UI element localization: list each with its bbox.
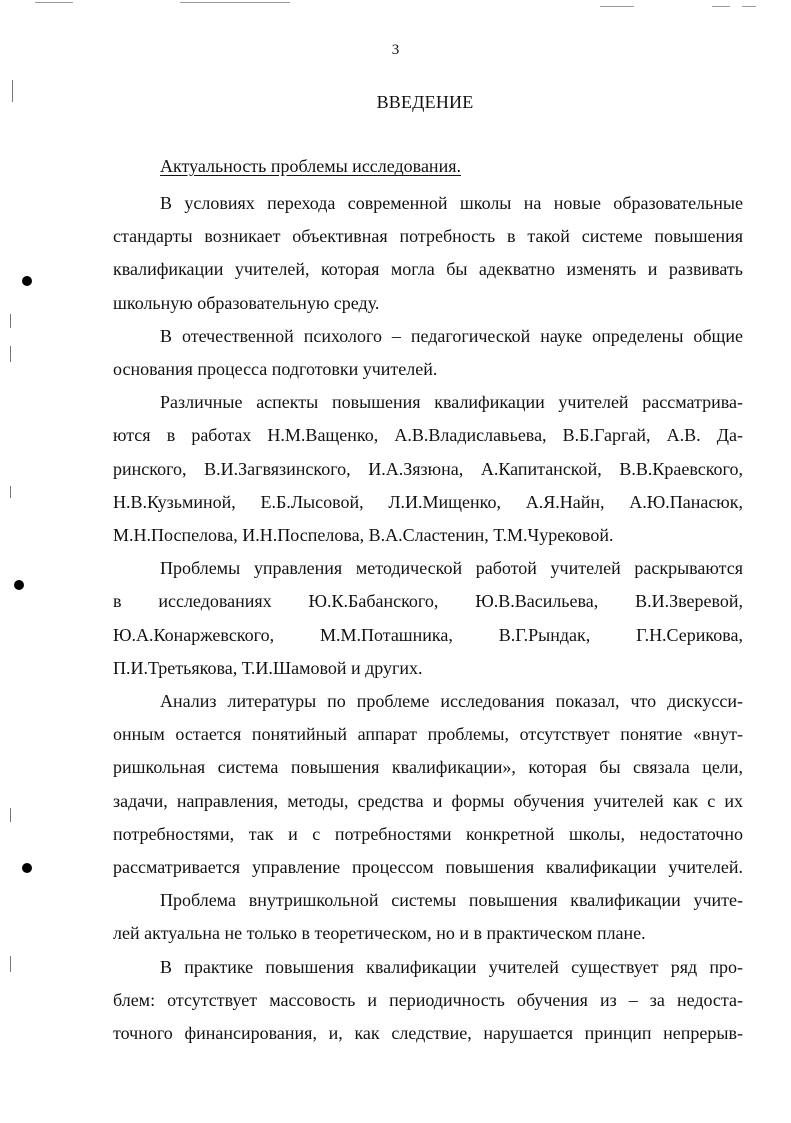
paragraph <box>113 386 743 552</box>
scan-edge-mark <box>10 346 11 362</box>
page-number: 3 <box>391 42 400 58</box>
paragraph <box>113 552 743 685</box>
text-line: рассматривается управление процессом повышения квалификации учителей. <box>113 857 743 878</box>
text-line: точного финансирования, и, как следствие, нарушается принцип непрерыв- <box>113 1023 743 1044</box>
page-title: ВВЕДЕНИЕ <box>376 92 474 112</box>
text-line: онным остается понятийный аппарат проблемы, отсутствует понятие «внут- <box>113 724 743 745</box>
text-line: Различные аспекты повышения квалификации учителей рассматрива- <box>160 392 743 413</box>
text-line: ришкольная система повышения квалификации», которая бы связала цели, <box>113 757 743 778</box>
paragraph <box>113 685 743 884</box>
text-line: квалификации учителей, которая могла бы адекватно изменять и развивать <box>113 259 743 280</box>
text-line: в исследованиях Ю.К.Бабанского, Ю.В.Васильева, В.И.Зверевой, <box>113 591 743 612</box>
scan-edge-mark <box>35 2 73 3</box>
text-line: В условиях перехода современной школы на новые образовательные <box>160 193 743 213</box>
binding-hole-dot <box>14 580 24 590</box>
text-line: Проблемы управления методической работой учителей раскрываются <box>160 558 743 579</box>
text-line: П.И.Третьякова, Т.И.Шамовой и других. <box>113 657 423 678</box>
scan-edge-mark <box>10 314 11 328</box>
scan-edge-mark <box>10 486 11 498</box>
text-line: Ю.А.Конаржевского, М.М.Поташника, В.Г.Рындак, Г.Н.Серикова, <box>113 624 743 645</box>
text-line: лей актуальна не только в теоретическом, но и в практическом плане. <box>113 923 646 944</box>
text-line: Н.В.Кузьминой, Е.Б.Лысовой, Л.И.Мищенко, А.Я.Найн, А.Ю.Панасюк, <box>113 491 743 512</box>
scan-edge-mark <box>742 6 756 7</box>
scan-edge-mark <box>180 2 290 3</box>
scan-edge-mark <box>712 6 730 7</box>
text-line: потребностями, так и с потребностями конкретной школы, недостаточно <box>113 823 743 844</box>
text-line: Проблема внутришкольной системы повышения квалификации учите- <box>160 890 743 911</box>
paragraph <box>113 320 743 386</box>
text-line: задачи, направления, методы, средства и формы обучения учителей как с их <box>113 790 743 811</box>
text-line: стандарты возникает объективная потребность в такой системе повышения <box>113 226 743 247</box>
section-title: Актуальность проблемы исследования. <box>160 156 461 176</box>
text-line: ринского, В.И.Загвязинского, И.А.Зязюна, А.Капитанской, В.В.Краевского, <box>113 458 743 479</box>
binding-hole-dot <box>22 863 32 873</box>
text-line: ются в работах Н.М.Ващенко, А.В.Владиславьева, В.Б.Гаргай, А.В. Да- <box>113 425 743 446</box>
scan-edge-mark <box>600 6 634 7</box>
scan-edge-mark <box>10 808 11 822</box>
text-line: М.Н.Поспелова, И.Н.Поспелова, В.А.Сластенин, Т.М.Чурековой. <box>113 525 614 546</box>
document-body <box>113 187 743 1050</box>
text-line: В практике повышения квалификации учителей существует ряд про- <box>160 956 743 977</box>
text-line: школьную образовательную среду. <box>113 292 380 313</box>
scan-edge-mark <box>10 956 11 972</box>
binding-hole-dot <box>22 276 32 286</box>
paragraph <box>113 951 743 1051</box>
text-line: В отечественной психолого – педагогической науке определены общие <box>160 325 743 346</box>
text-line: Анализ литературы по проблеме исследования показал, что дискусси- <box>160 691 743 712</box>
text-line: основания процесса подготовки учителей. <box>113 359 438 380</box>
paragraph <box>113 884 743 950</box>
paragraph <box>113 187 743 320</box>
text-line: блем: отсутствует массовость и периодичность обучения из – за недоста- <box>113 989 743 1010</box>
